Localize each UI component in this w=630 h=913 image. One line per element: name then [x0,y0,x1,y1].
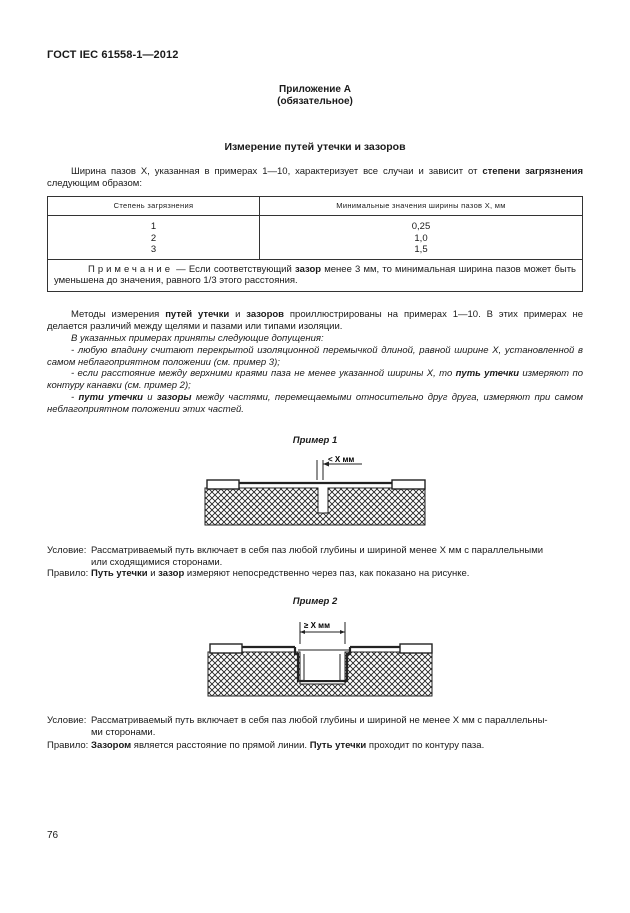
substrate-hatched [205,488,425,525]
table-degree-cell [48,216,260,260]
table-row-width: 1,0 [414,232,428,244]
assumption-1: - любую впадину считают перекрытой изоляционной перемычкой длиной, равной ширине X, установленной в самом неблагоприятном положении (см. пример 3); [47,345,583,368]
note-label: Примечание [88,263,173,275]
dim-label: ≥ X мм [304,621,331,630]
methods-paragraph: Методы измерения путей утечки и зазоров проиллюстрированы на примерах 1—10. В этих примерах не делается различий между щелями и пазами или типами изоляции. [47,309,584,332]
assumptions-intro: В указанных примерах приняты следующие допущения: [71,333,324,344]
assumption-2: - если расстояние между верхними краями паза не менее указанной ширины X, то путь утечки измеряют по контуру канавки (см. пример 2); [47,368,583,391]
table-row-degree: 1 [150,221,157,232]
left-conductor [210,644,242,653]
right-conductor [400,644,432,653]
dim-arrow-left [300,630,305,634]
example-1-diagram [200,450,430,530]
dim-arrow-right [340,630,345,634]
table-note: Примечание — Если соответствующий зазор менее 3 мм, то минимальная ширина пазов может быть уменьшена до значения, равного 1/3 этого расстояния. [48,259,583,291]
right-conductor [392,480,425,489]
table-header-degree: Степень загрязнения [48,197,260,216]
example-2-condition: Условие: Рассматриваемый путь включает в себя паз любой глубины и шириной не менее X мм с параллельны- ми сторонами. [47,715,548,738]
pollution-table [47,196,583,292]
section-title: Измерение путей утечки и зазоров [224,141,406,153]
example-2-rule: Правило: Зазором является расстояние по прямой линии. Путь утечки проходит по контуру паза. [47,740,485,751]
table-row-degree: 3 [150,244,157,255]
table-row-degree: 2 [150,232,157,244]
example-1-caption: Пример 1 [292,435,338,446]
example-1-rule: Правило: Путь утечки и зазор измеряют непосредственно через паз, как показано на рисунке. [47,568,470,579]
example-1-condition: Условие: Рассматриваемый путь включает в себя паз любой глубины и шириной менее X мм с параллельными или сходящимися сторонами. [47,545,544,568]
appendix-title: Приложение А [279,84,351,95]
document-header: ГОСТ IEC 61558-1—2012 [47,49,179,61]
left-conductor [207,480,239,489]
intro-paragraph: Ширина пазов X, указанная в примерах 1—10, характеризует все случаи и зависит от степени загрязнения следующим образом: [47,166,583,189]
example-2-caption: Пример 2 [292,596,338,607]
table-header-width: Минимальные значения ширины пазов X, мм [260,197,583,216]
assumption-3: - пути утечки и зазоры между частями, перемещаемыми относительно друг друга, измеряют при самом неблагоприятном положении этих частей. [47,392,583,415]
table-width-cell [260,216,583,260]
appendix-subtitle: (обязательное) [277,96,353,107]
example-2-diagram [200,612,435,702]
table-row-width: 1,5 [414,244,428,255]
dim-label: < X мм [328,455,355,464]
page-number: 76 [47,830,59,841]
table-row-width: 0,25 [411,221,431,232]
groove-interior [304,654,340,680]
